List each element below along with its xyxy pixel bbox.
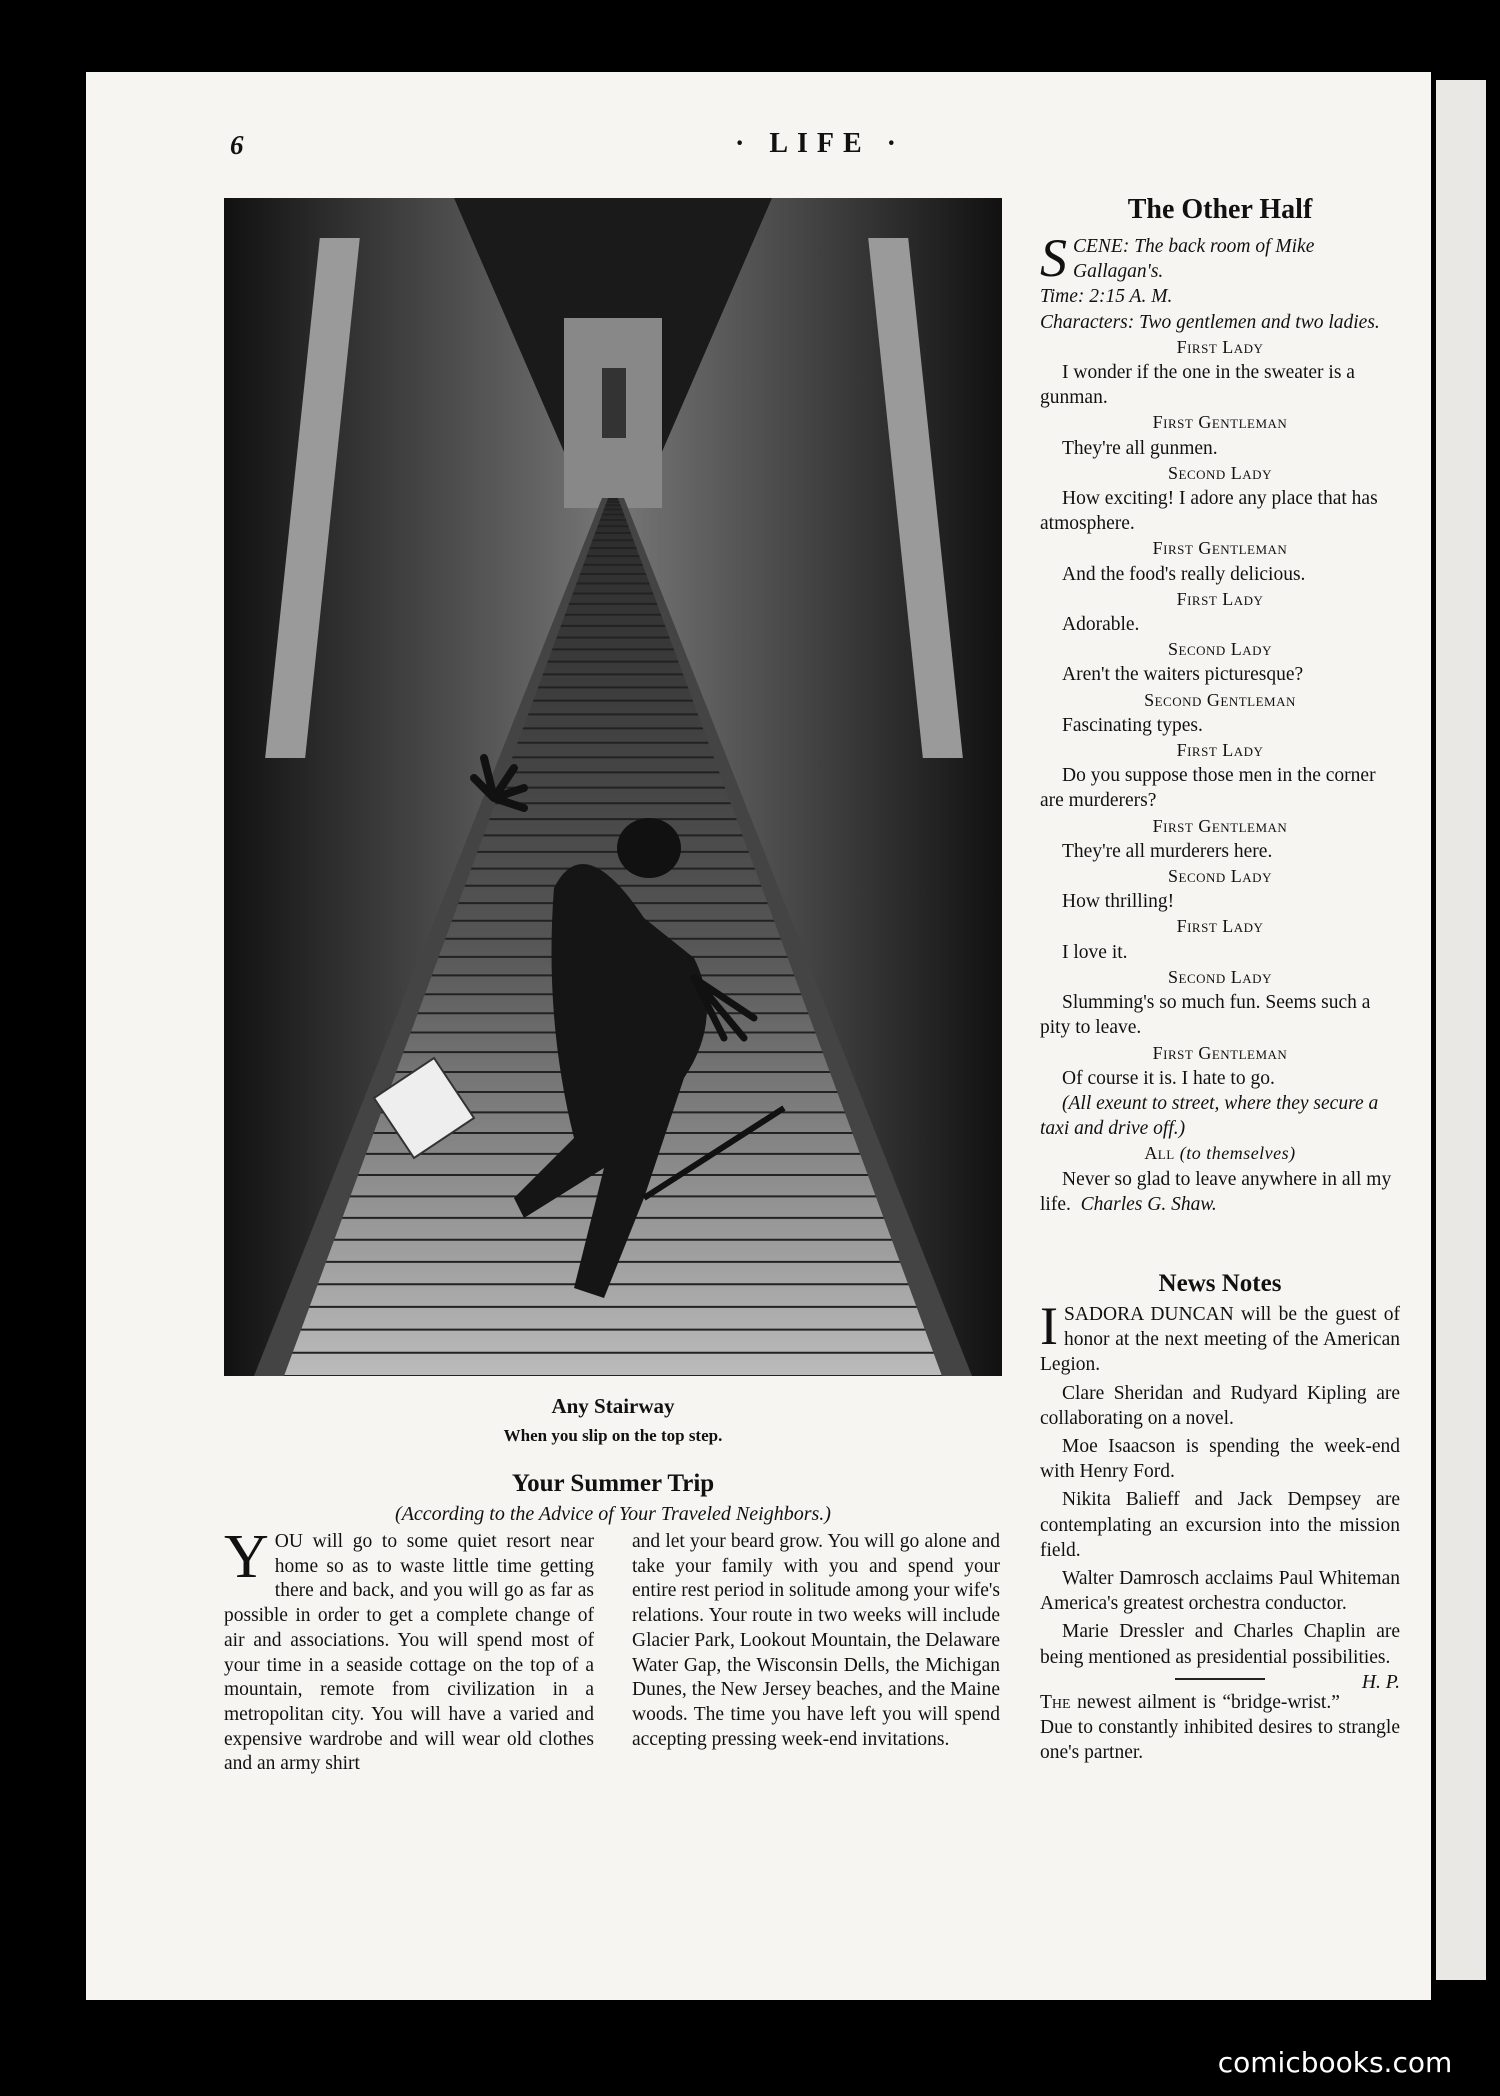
speaker-name: First Gentleman [1152,815,1288,836]
news-notes-title: News Notes [1158,1270,1282,1297]
dialogue-line: Of course it is. I hate to go. [1062,1067,1275,1089]
other-half-title: The Other Half [1127,194,1313,225]
dialogue-line: And the food's really delicious. [1062,563,1306,585]
speaker-name: First Gentleman [1152,1042,1288,1063]
characters-line: Characters: Two gentlemen and two ladies. [1040,311,1380,333]
dialogue-line: They're all murderers here. [1062,840,1273,862]
other-half-play [1040,228,1400,1217]
news-items [1040,1296,1400,1693]
news-item-text: Walter Damrosch acclaims Paul Whiteman America's greatest orchestra conductor. [1040,1568,1400,1615]
speaker-name: Second Lady [1168,866,1272,887]
stairway-illustration [224,198,1002,1376]
scene-line: CENE: The back room of Mike Gallagan's. [1073,236,1315,283]
time-line: Time: 2:15 A. M. [1040,286,1173,308]
dialogue-line: They're all gunmen. [1062,437,1218,459]
summer-trip-text-1: OU will go to some quiet resort near home so as to waste little time getting there and back, and you will go as far as possible in order to get a complete change of air and associations. You will spend most of your time in a seaside cottage on the top of a mountain, remote from civilization in a metropolitan city. You will have a varied and expensive wardrobe and will wear old clothes and an army shirt [224,1531,594,1775]
dialogue [1040,335,1400,1091]
speaker-name: First Lady [1176,588,1264,609]
final-line-text: Never so glad to leave anywhere in all my life. [1040,1168,1392,1215]
stairway-drawing [224,198,1002,1376]
news-item [1040,1381,1400,1431]
summer-trip-title: Your Summer Trip [511,1470,715,1497]
dialogue-line: Do you suppose those men in the corner are murderers? [1040,765,1376,812]
speaker-name: Second Lady [1168,462,1272,483]
news-item-text: Marie Dressler and Charles Chaplin are being mentioned as presidential possibilities. [1040,1621,1400,1668]
news-item-text: SADORA DUNCAN will be the guest of honor at the next meeting of the American Legion. [1040,1304,1400,1376]
dialogue-line: I wonder if the one in the sweater is a gunman. [1040,362,1355,409]
illustration-caption-subtitle: When you slip on the top step. [503,1426,723,1445]
news-notes [1040,1296,1400,1768]
drop-cap: I [1040,1296,1058,1356]
stage-direction: (All exeunt to street, where they secure a taxi and drive off.) [1040,1092,1379,1140]
speaker-name: First Gentleman [1152,412,1288,433]
news-item-text: Clare Sheridan and Rudyard Kipling are collaborating on a novel. [1040,1382,1400,1429]
dialogue-line: How exciting! I adore any place that has atmosphere. [1040,488,1378,535]
summer-trip-text-2: and let your beard grow. You will go alone and take your family with you and spend your entire rest period in solitude among your wife's relations. Your route in two weeks will include Glacier Park, Lookout Mountain, the Delaware Water Gap, the Wisconsin Dells, the Michigan Dunes, the New Jersey beaches, and the Maine woods. The time you have left you will spend accepting pressing week-end invitations. [632,1531,1000,1750]
play-signature: Charles G. Shaw. [1080,1193,1217,1215]
speaker-name: First Lady [1176,740,1264,761]
final-speaker [1040,1141,1400,1166]
running-head: · LIFE · [734,128,906,159]
watermark: comicbooks.com [1190,2040,1480,2086]
speaker-name: Second Lady [1168,966,1272,987]
illustration-caption-title: Any Stairway [551,1394,675,1418]
drop-cap: Y [224,1523,269,1591]
facing-page-edge [1436,80,1486,1980]
bridge-wrist-note [1040,1690,1400,1766]
dialogue-line: Slumming's so much fun. Seems such a pity to leave. [1040,992,1371,1039]
bridge-lead: The [1040,1691,1071,1713]
news-item [1040,1566,1400,1616]
summer-trip-column-1 [224,1523,594,1777]
final-aside: (to themselves) [1179,1143,1296,1164]
dialogue-line: Fascinating types. [1062,714,1203,736]
news-item-text: Moe Isaacson is spending the week-end with Henry Ford. [1040,1436,1400,1483]
dialogue-line: How thrilling! [1062,891,1175,913]
final-line [1040,1167,1400,1217]
news-item [1040,1434,1400,1484]
divider [1175,1678,1265,1680]
summer-trip-subtitle: (According to the Advice of Your Traveled Neighbors.) [395,1503,831,1525]
final-speaker-name: All [1144,1143,1175,1164]
speaker-name: Second Lady [1168,639,1272,660]
bridge-text: newest ailment is “bridge-wrist.” Due to constantly inhibited desires to strangle one's partner. [1040,1691,1400,1764]
speaker-name: First Gentleman [1152,538,1288,559]
summer-trip-column-2 [632,1530,1000,1752]
news-item [1040,1296,1400,1378]
dialogue-line: Aren't the waiters picturesque? [1062,664,1304,686]
drop-cap: S [1040,228,1067,288]
news-item [1040,1487,1400,1563]
dialogue-line: Adorable. [1062,614,1140,636]
dialogue-line: I love it. [1062,941,1128,963]
news-signature: H. P. [1361,1671,1400,1693]
speaker-name: First Lady [1176,916,1264,937]
speaker-name: First Lady [1176,336,1264,357]
news-item [1040,1619,1400,1693]
speaker-name: Second Gentleman [1144,689,1296,710]
page-number: 6 [230,130,244,160]
news-item-text: Nikita Balieff and Jack Dempsey are contemplating an excursion into the mission field. [1040,1489,1400,1561]
